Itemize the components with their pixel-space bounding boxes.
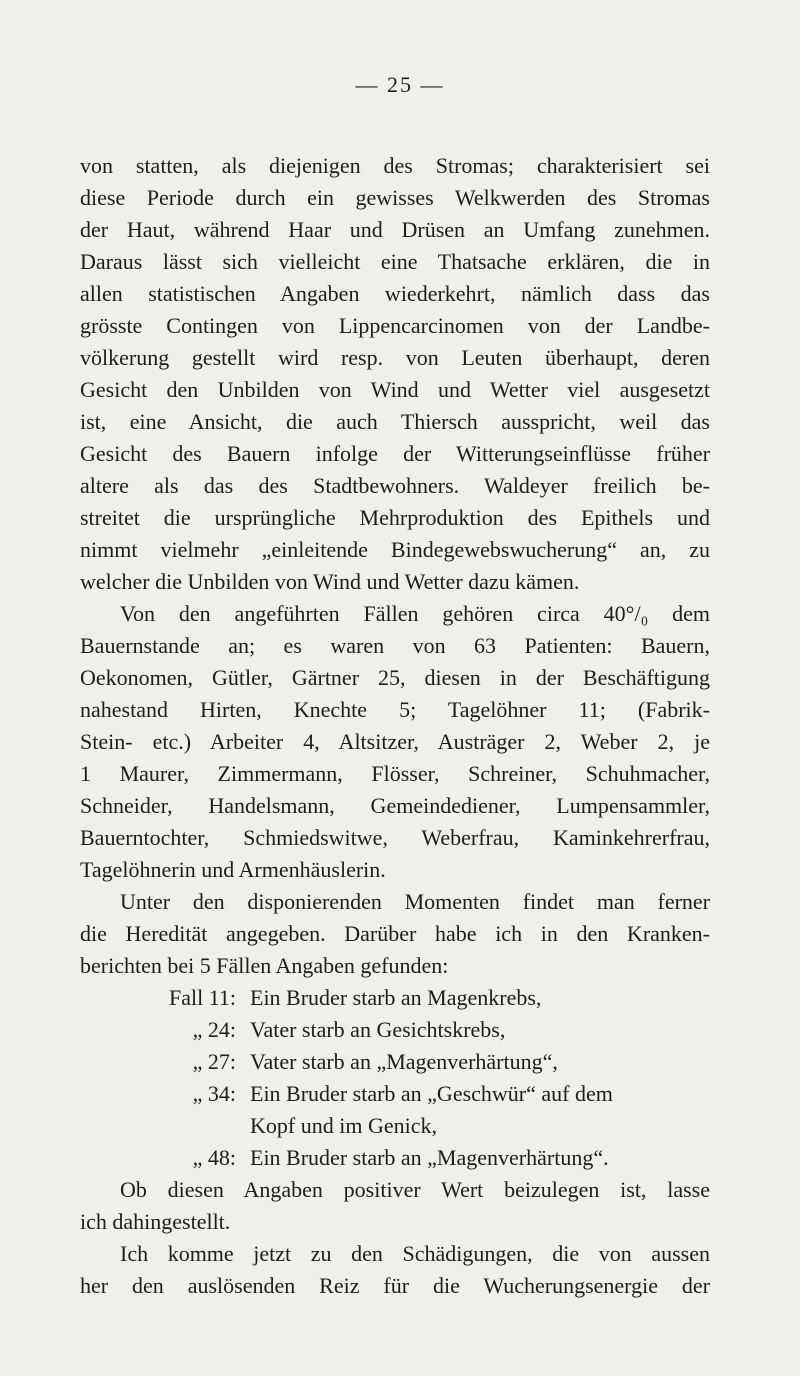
paragraph-5 xyxy=(80,1238,710,1302)
paragraph-4 xyxy=(80,1174,710,1238)
case-label: „ 27: xyxy=(192,1049,236,1074)
text-line: grösste Contingen von Lippencarcinomen von der Landbe- xyxy=(80,313,710,338)
case-text: Vater starb an Gesichtskrebs, xyxy=(250,1017,506,1042)
text-line: Unter den disponierenden Momenten findet man ferner xyxy=(120,889,710,914)
text-line: Bauerntochter, Schmiedswitwe, Weberfrau, Kaminkehrerfrau, xyxy=(80,825,710,850)
case-item xyxy=(80,1014,710,1046)
case-label: „ 24: xyxy=(192,1017,236,1042)
case-label: Fall 11: xyxy=(168,985,236,1010)
page-number: — 25 — xyxy=(355,72,445,97)
case-text: Kopf und im Genick, xyxy=(250,1113,437,1138)
case-text: Ein Bruder starb an „Magenverhärtung“. xyxy=(250,1145,609,1170)
text-line: her den auslösenden Reiz für die Wucherungsenergie der xyxy=(80,1273,710,1298)
text-line: diese Periode durch ein gewisses Welkwerden des Stromas xyxy=(80,185,710,210)
text-line: Schneider, Handelsmann, Gemeindediener, Lumpensammler, xyxy=(80,793,710,818)
case-text: Ein Bruder starb an „Geschwür“ auf dem xyxy=(250,1081,613,1106)
paragraph-3 xyxy=(80,886,710,982)
text-line: ist, eine Ansicht, die auch Thiersch ausspricht, weil das xyxy=(80,409,710,434)
case-item xyxy=(80,982,710,1014)
case-list xyxy=(80,982,710,1174)
paragraph-1 xyxy=(80,150,710,598)
case-text: Vater starb an „Magenverhärtung“, xyxy=(250,1049,558,1074)
text-line: 1 Maurer, Zimmermann, Flösser, Schreiner, Schuhmacher, xyxy=(80,761,710,786)
text-line: nimmt vielmehr „einleitende Bindegewebswucherung“ an, zu xyxy=(80,537,710,562)
case-label: „ 48: xyxy=(192,1145,236,1170)
text-line: berichten bei 5 Fällen Angaben gefunden: xyxy=(80,953,449,978)
text-line: Gesicht des Bauern infolge der Witterungseinflüsse früher xyxy=(80,441,710,466)
case-label: „ 34: xyxy=(192,1081,236,1106)
text-line: völkerung gestellt wird resp. von Leuten überhaupt, deren xyxy=(80,345,710,370)
case-item xyxy=(80,1142,710,1174)
text-line: Daraus lässt sich vielleicht eine Thatsache erklären, die in xyxy=(80,249,710,274)
text-line: nahestand Hirten, Knechte 5; Tagelöhner 11; (Fabrik- xyxy=(80,697,710,722)
text-line: Stein- etc.) Arbeiter 4, Altsitzer, Austräger 2, Weber 2, je xyxy=(80,729,710,754)
text-line: ich dahingestellt. xyxy=(80,1209,231,1234)
text-line: Gesicht den Unbilden von Wind und Wetter viel ausgesetzt xyxy=(80,377,710,402)
text-line: Ich komme jetzt zu den Schädigungen, die von aussen xyxy=(120,1241,710,1266)
text-line: welcher die Unbilden von Wind und Wetter dazu kämen. xyxy=(80,569,580,594)
text-line: allen statistischen Angaben wiederkehrt, nämlich dass das xyxy=(80,281,710,306)
text-line: Oekonomen, Gütler, Gärtner 25, diesen in der Beschäftigung xyxy=(80,665,710,690)
text-line: Von den angeführten Fällen gehören circa 40°/₀ dem xyxy=(120,601,710,626)
case-item xyxy=(80,1046,710,1078)
text-line: die Heredität angegeben. Darüber habe ich in den Kranken- xyxy=(80,921,710,946)
case-item-continuation xyxy=(80,1110,710,1142)
body-text xyxy=(80,150,710,1302)
text-line: Bauernstande an; es waren von 63 Patienten: Bauern, xyxy=(80,633,710,658)
text-line: Ob diesen Angaben positiver Wert beizulegen ist, lasse xyxy=(120,1177,710,1202)
text-line: der Haut, während Haar und Drüsen an Umfang zunehmen. xyxy=(80,217,710,242)
text-line: streitet die ursprüngliche Mehrproduktion des Epithels und xyxy=(80,505,710,530)
case-item xyxy=(80,1078,710,1110)
text-line: von statten, als diejenigen des Stromas; charakterisiert sei xyxy=(80,153,710,178)
text-line: altere als das des Stadtbewohners. Waldeyer freilich be- xyxy=(80,473,710,498)
case-text: Ein Bruder starb an Magenkrebs, xyxy=(250,985,542,1010)
text-line: Tagelöhnerin und Armenhäuslerin. xyxy=(80,857,386,882)
case-label xyxy=(80,1110,250,1142)
paragraph-2 xyxy=(80,598,710,886)
